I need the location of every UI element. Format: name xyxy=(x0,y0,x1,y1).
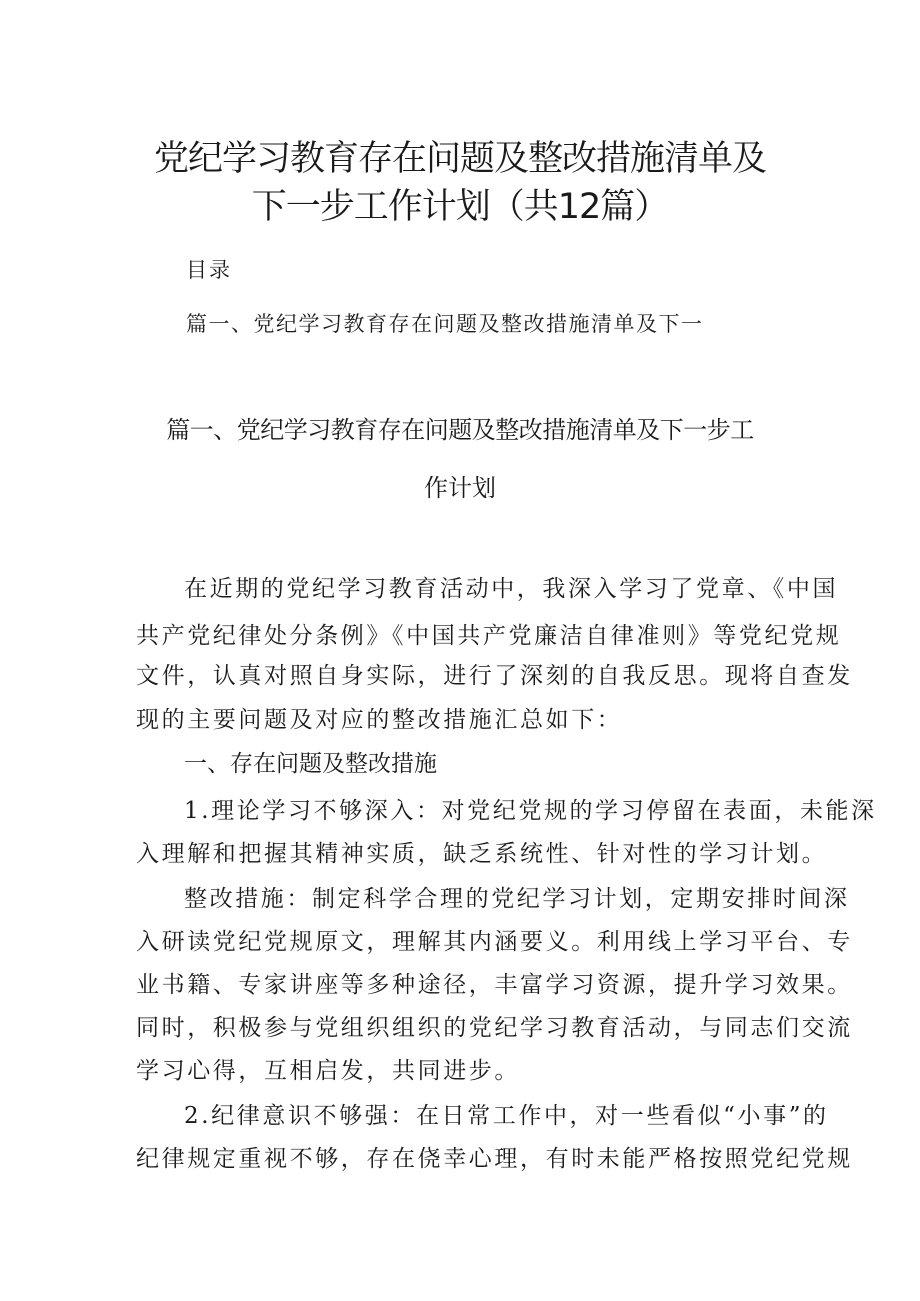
paragraph-line: 1.理论学习不够深入：对党纪党规的学习停留在表面，未能深 xyxy=(184,798,877,824)
paragraph-line: 同时，积极参与党组织组织的党纪学习教育活动，与同志们交流 xyxy=(136,1015,853,1041)
toc-label: 目录 xyxy=(186,258,232,282)
document-title-line-2: 下一步工作计划（共12篇） xyxy=(251,187,669,227)
section-heading-line-2: 作计划 xyxy=(424,474,496,502)
paragraph-line: 在近期的党纪学习教育活动中，我深入学习了党章、《中国 xyxy=(184,576,839,602)
paragraph-line: 文件，认真对照自身实际，进行了深刻的自我反思。现将自查发 xyxy=(136,663,853,689)
paragraph-line: 2.纪律意识不够强：在日常工作中，对一些看似“小事”的 xyxy=(184,1103,829,1129)
paragraph-line: 纪律规定重视不够，存在侥幸心理，有时未能严格按照党纪党规 xyxy=(136,1146,853,1172)
section-heading-line-1: 篇一、党纪学习教育存在问题及整改措施清单及下一步工 xyxy=(166,416,754,444)
paragraph-line: 现的主要问题及对应的整改措施汇总如下： xyxy=(136,707,623,733)
paragraph-line: 入研读党纪党规原文，理解其内涵要义。利用线上学习平台、专 xyxy=(136,929,853,955)
toc-item[interactable]: 篇一、党纪学习教育存在问题及整改措施清单及下一 xyxy=(186,312,704,336)
paragraph-line: 入理解和把握其精神实质，缺乏系统性、针对性的学习计划。 xyxy=(136,841,828,867)
paragraph-line: 整改措施：制定科学合理的党纪学习计划，定期安排时间深 xyxy=(184,886,850,912)
subheading: 一、存在问题及整改措施 xyxy=(184,751,437,777)
document-title-line-1: 党纪学习教育存在问题及整改措施清单及 xyxy=(153,139,766,179)
paragraph-line: 业书籍、专家讲座等多种途径，丰富学习资源，提升学习效果。 xyxy=(136,972,853,998)
paragraph-line: 学习心得，互相启发，共同进步。 xyxy=(136,1058,520,1084)
paragraph-line: 共产党纪律处分条例》《中国共产党廉洁自律准则》等党纪党规 xyxy=(136,623,842,649)
